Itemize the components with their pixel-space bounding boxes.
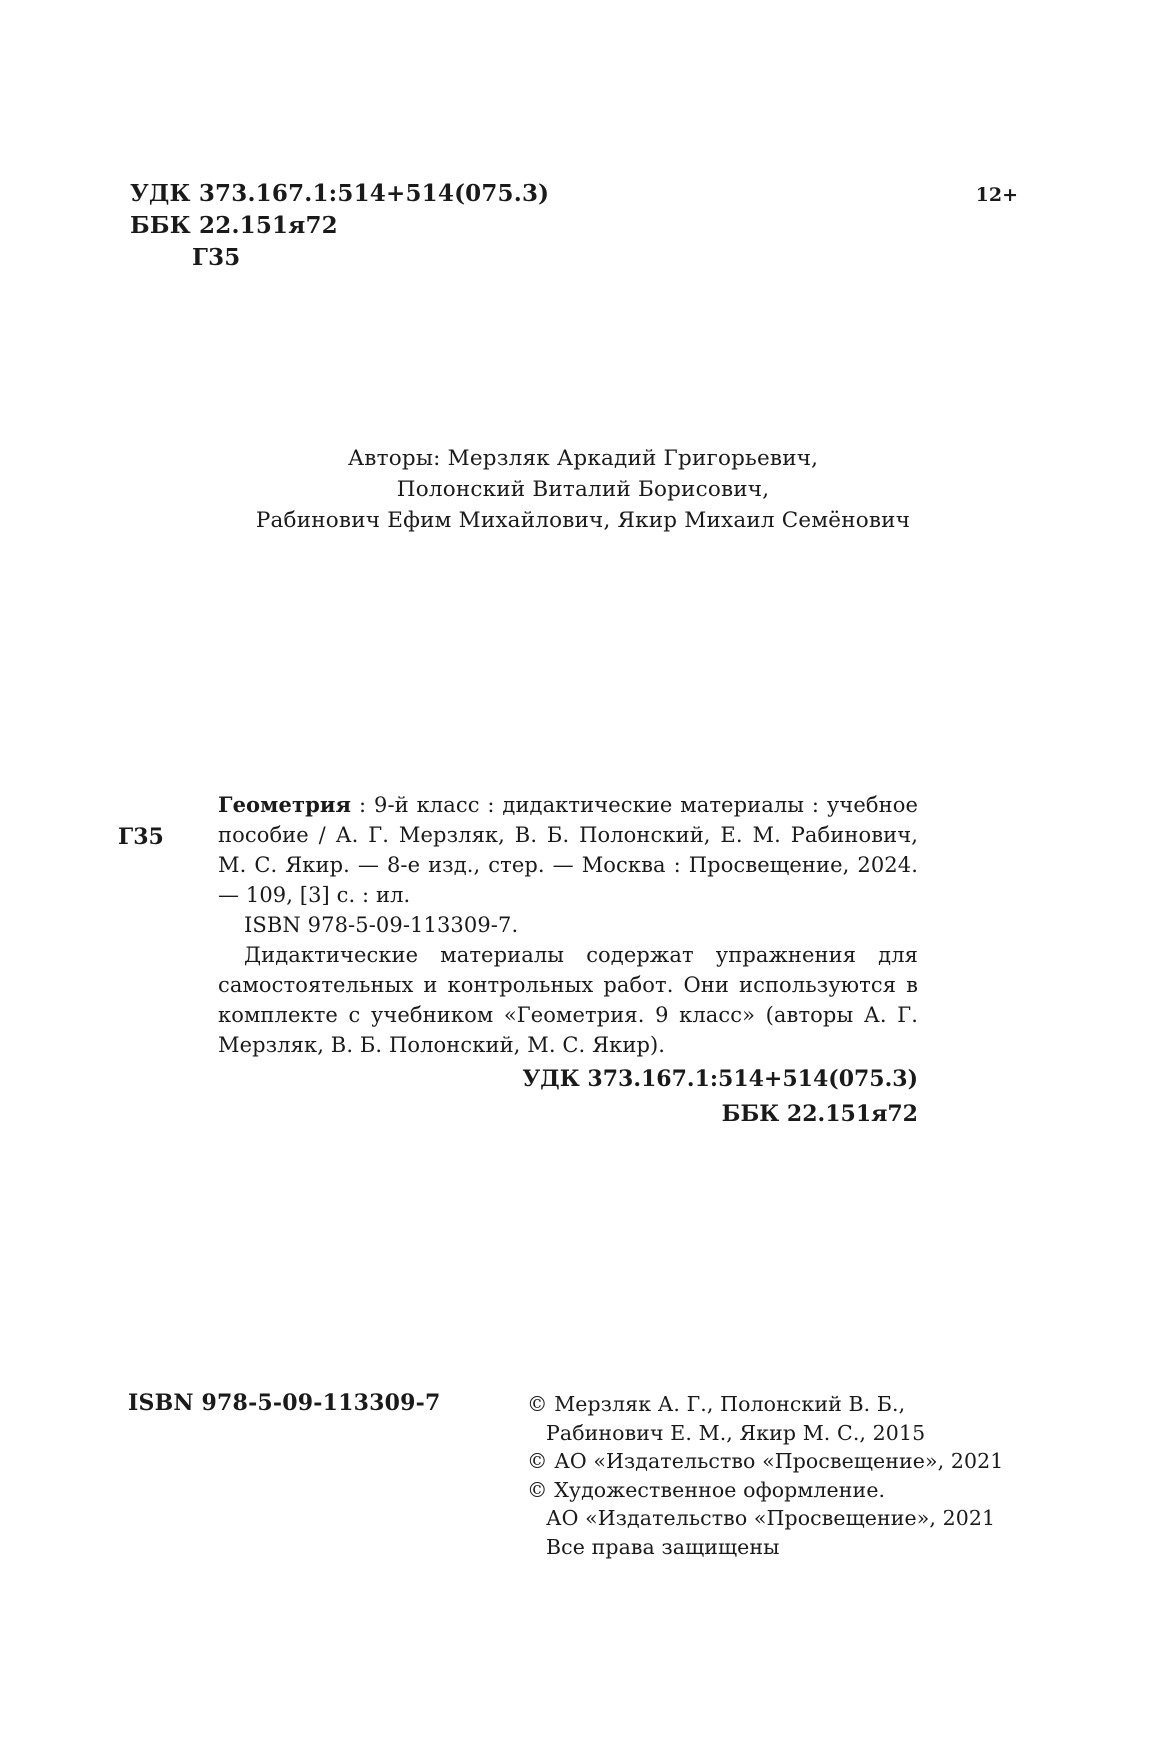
copyright-block: [527, 1390, 1003, 1561]
copyright-line: © Мерзляк А. Г., Полонский В. Б.,: [527, 1392, 906, 1416]
catalog-index: Г35: [192, 244, 241, 271]
copyright-line: © АО «Издательство «Просвещение», 2021: [527, 1449, 1004, 1473]
cip-isbn: ISBN 978-5-09-113309-7.: [244, 913, 519, 937]
age-rating-badge: 12+: [975, 184, 1018, 206]
cip-bbk-tail: ББК 22.151я72: [721, 1101, 918, 1127]
cip-bibliographic-description: [218, 790, 918, 910]
cip-udk-tail: УДК 373.167.1:514+514(075.3): [522, 1066, 918, 1092]
cip-description-text: : 9-й класс : дидактические материалы : учебное пособие / А. Г. Мерзляк, В. Б. Полонский, Е. М. Рабинович, М. С. Якир. — 8-е изд., стер. — Москва : Просвещение, 2024. — 109, [3] с. : ил.: [218, 793, 918, 907]
cip-record: [118, 790, 918, 1130]
authors-line-3: Рабинович Ефим Михайлович, Якир Михаил Семёнович: [255, 508, 911, 533]
footer-isbn: ISBN 978-5-09-113309-7: [128, 1390, 441, 1416]
cip-title: Геометрия: [218, 792, 352, 817]
classification-block: [130, 178, 549, 274]
copyright-line: АО «Издательство «Просвещение», 2021: [546, 1506, 996, 1530]
cip-index: Г35: [118, 824, 164, 850]
authors-line-1: Авторы: Мерзляк Аркадий Григорьевич,: [347, 446, 819, 471]
copyright-line: © Художественное оформление.: [527, 1477, 886, 1502]
copyright-line: Рабинович Е. М., Якир М. С., 2015: [546, 1420, 926, 1445]
authors-line-2: Полонский Виталий Борисович,: [396, 477, 770, 502]
copyright-rights-reserved: Все права защищены: [546, 1534, 780, 1559]
bbk-code: ББК 22.151я72: [130, 212, 338, 239]
udk-code: УДК 373.167.1:514+514(075.3): [130, 180, 550, 207]
cip-annotation: Дидактические материалы содержат упражнения для самостоятельных и контрольных работ. Они используются в комплекте с учебником «Геометрия. 9 класс» (авторы А. Г. Мерзляк, В. Б. Полонский, М. С. Якир).: [218, 943, 918, 1057]
authors-block: [0, 443, 1166, 536]
cip-body: [218, 790, 918, 1060]
